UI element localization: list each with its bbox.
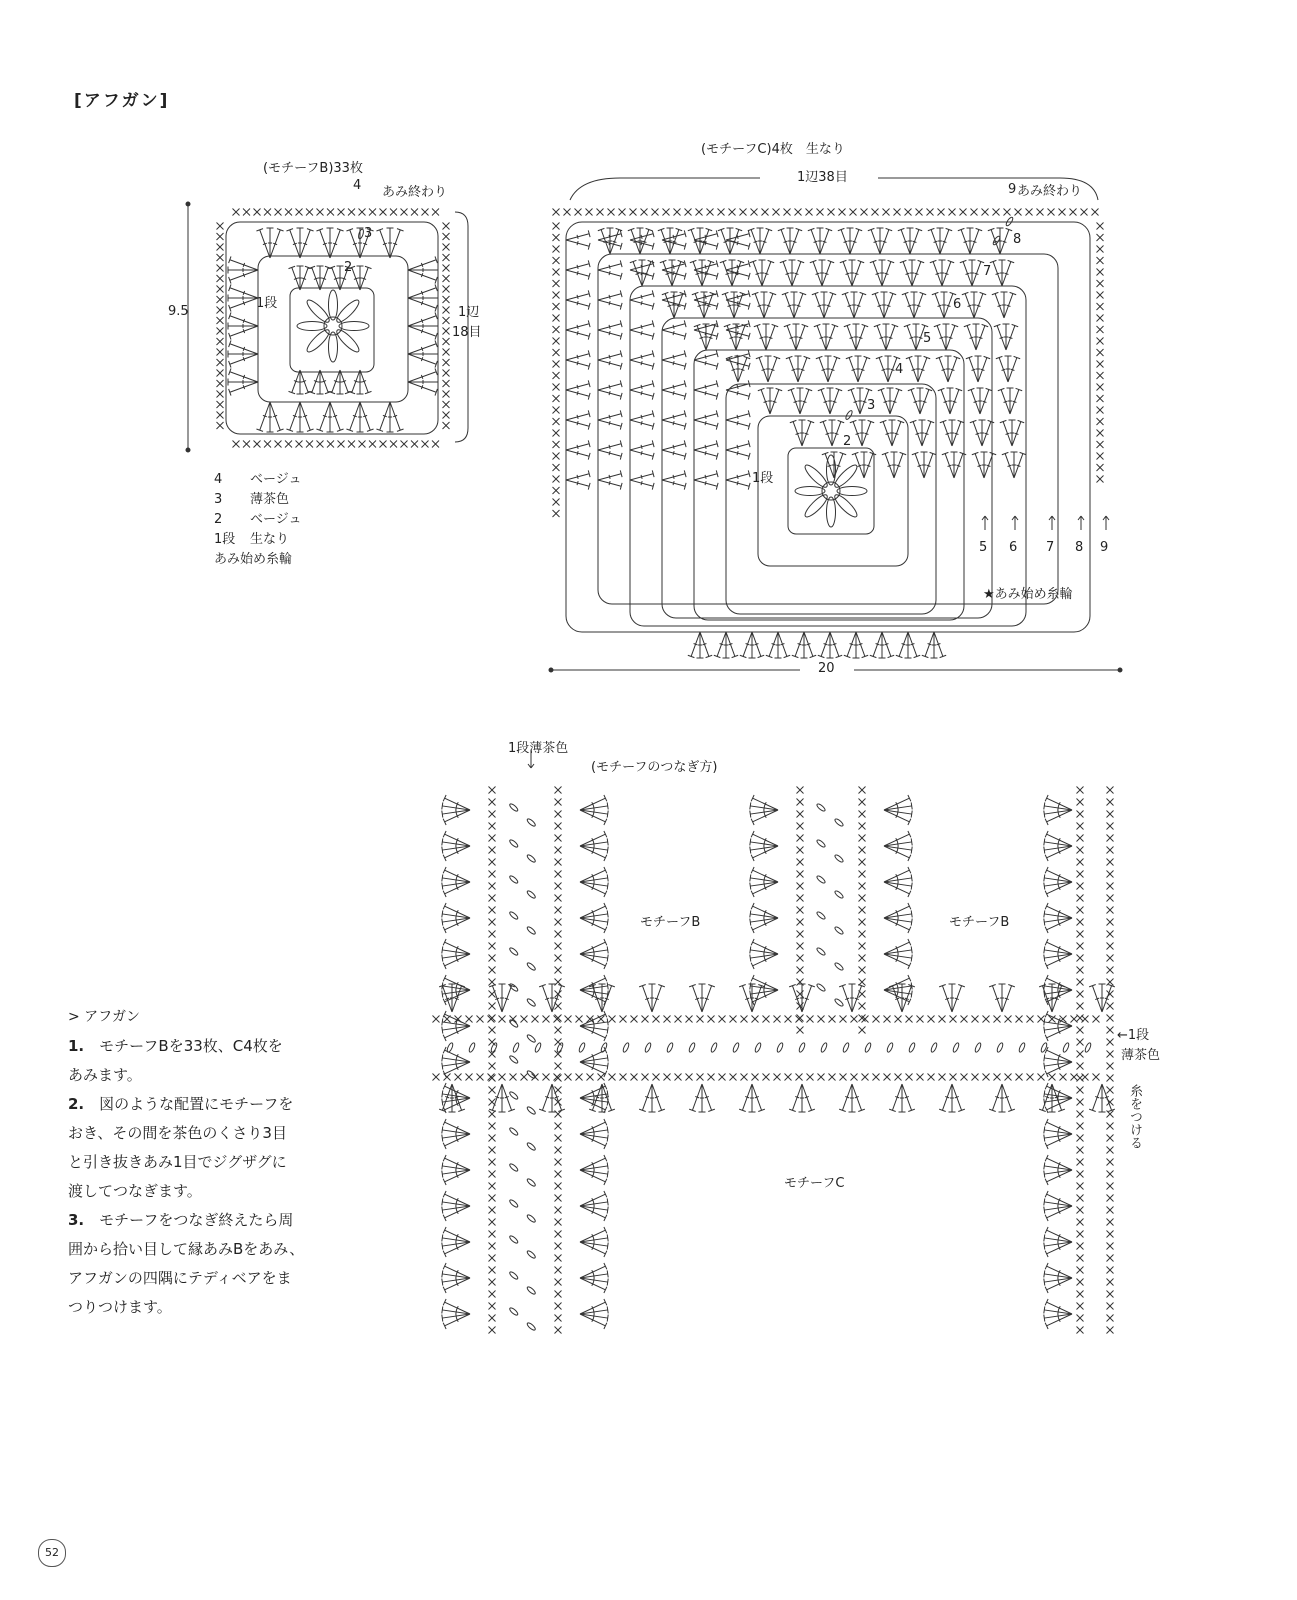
motif-c-round-2: 2 [843,434,852,449]
legend-round: 4 [214,472,223,487]
step-line: モチーフをつなぎ終えたら周 [99,1211,294,1229]
motif-b-title: (モチーフB)33枚 [263,161,363,176]
legend-color: 薄茶色 [250,492,290,507]
joining-title: (モチーフのつなぎ方) [591,760,718,775]
motif-b-round-2: 2 [344,260,353,275]
step-number: 1. [68,1037,85,1055]
motif-b-round-3: 3 [364,226,373,241]
motif-c-start-note: ★あみ始め糸輪 [983,587,1073,602]
joining-right-label: ←1段 [1117,1028,1150,1043]
legend-round: 2 [214,512,223,527]
page-number: 52 [38,1539,66,1567]
motif-c-title: (モチーフC)4枚 生なり [701,142,845,157]
step-line: 囲から拾い目して縁あみBをあみ、 [68,1240,305,1258]
step-line: と引き抜きあみ1目でジグザグに [68,1153,287,1171]
step-line: 図のような配置にモチーフを [99,1095,294,1113]
step-line: あみます。 [68,1066,142,1084]
step-line: 渡してつなぎます。 [68,1182,202,1200]
legend-color: ベージュ [250,472,302,487]
motif-b-side-count: 18目 [452,325,482,340]
step-line: おき、その間を茶色のくさり3目 [68,1124,287,1142]
motif-c-bottom-round: 8 [1075,540,1084,555]
legend-color: 生なり [250,532,290,547]
motif-c-bottom-round: 5 [979,540,988,555]
step-number: 3. [68,1211,85,1229]
motif-b-round-1: 1段 [256,296,278,311]
motif-c-round-7: 7 [983,264,992,279]
motif-c-bottom-round: 9 [1100,540,1109,555]
step-line: つりつけます。 [68,1298,172,1316]
section-title: [アフガン] [74,91,170,111]
motif-c-round-6: 6 [953,297,962,312]
motif-b-end-label: あみ終わり [382,185,448,200]
motif-c-round-3: 3 [867,398,876,413]
motif-c-round-1: 1段 [752,471,774,486]
motif-b-side-label: 1辺 [458,305,480,320]
attach-yarn-label: 糸をつける [1127,1084,1142,1149]
legend-color: ベージュ [250,512,302,527]
motif-c-bottom-round: 6 [1009,540,1018,555]
motif-c-round-9: 9 [1008,182,1017,197]
legend-round: 1段 [214,532,236,547]
motif-c-side-label: 1辺38目 [797,170,848,185]
joining-motif-b-label: モチーフB [640,915,701,930]
motif-c-round-5: 5 [923,331,932,346]
joining-right-color: 薄茶色 [1121,1048,1161,1063]
motif-b-round-4: 4 [353,178,362,193]
motif-b-height-dim: 9.5 [168,304,189,319]
joining-top-label: 1段薄茶色 [508,741,569,756]
step-number: 2. [68,1095,85,1113]
motif-c-bottom-round: 7 [1046,540,1055,555]
joining-motif-b-label: モチーフB [949,915,1010,930]
motif-c-end-label: あみ終わり [1017,184,1083,199]
motif-c-width-dim: 20 [818,661,835,676]
motif-c-round-4: 4 [895,362,904,377]
motif-b-start-note: あみ始め糸輪 [214,552,293,567]
step-line: アフガンの四隅にテディベアをま [68,1269,292,1287]
legend-round: 3 [214,492,223,507]
step-line: モチーフBを33枚、C4枚を [99,1037,283,1055]
instructions-heading: > アフガン [68,1009,141,1025]
joining-motif-c-label: モチーフC [784,1176,845,1191]
motif-c-round-8: 8 [1013,232,1022,247]
